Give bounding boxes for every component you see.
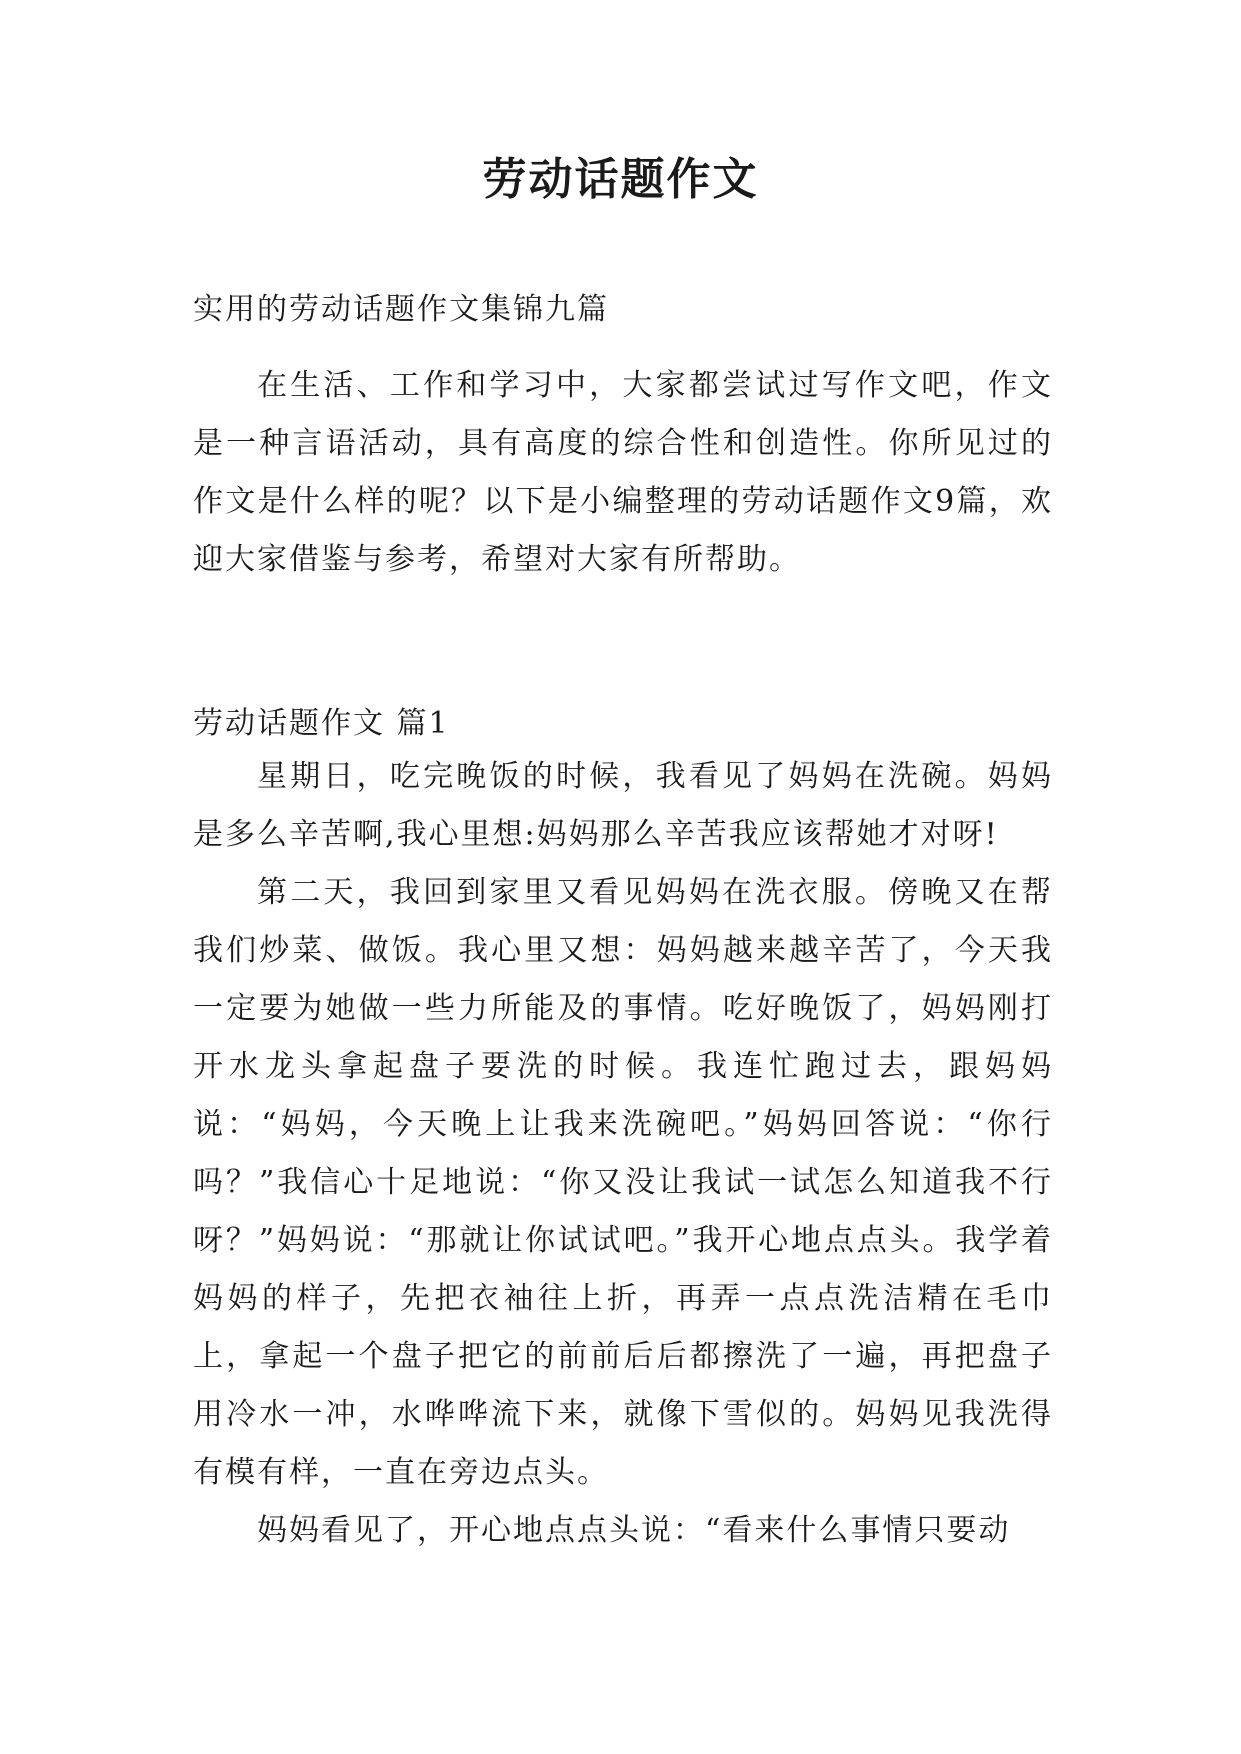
document-title: 劳动话题作文 bbox=[482, 154, 759, 205]
document-subtitle: 实用的劳动话题作文集锦九篇 bbox=[193, 292, 609, 327]
essay-paragraph: 星期日，吃完晚饭的时候，我看见了妈妈在洗碗。妈妈是多么辛苦啊,我心里想:妈妈那么辛苦我应该帮她才对呀! bbox=[193, 759, 1053, 852]
section-heading: 劳动话题作文 篇1 bbox=[193, 706, 450, 741]
essay-paragraph: 第二天，我回到家里又看见妈妈在洗衣服。傍晚又在帮我们炒菜、做饭。我心里又想：妈妈越来越辛苦了，今天我一定要为她做一些力所能及的事情。吃好晚饭了，妈妈刚打开水龙头拿起盘子要洗的时候。我连忙跑过去，跟妈妈说：“妈妈，今天晚上让我来洗碗吧。”妈妈回答说：“你行吗？”我信心十足地说：“你又没让我试一试怎么知道我不行呀？”妈妈说：“那就让你试试吧。”我开心地点点头。我学着妈妈的样子，先把衣袖往上折，再弄一点点洗洁精在毛巾上，拿起一个盘子把它的前前后后都擦洗了一遍，再把盘子用冷水一冲，水哗哗流下来，就像下雪似的。妈妈见我洗得有模有样，一直在旁边点头。 bbox=[193, 875, 1053, 1490]
intro-paragraph: 在生活、工作和学习中，大家都尝试过写作文吧，作文是一种言语活动，具有高度的综合性和创造性。你所见过的作文是什么样的呢？以下是小编整理的劳动话题作文9篇，欢迎大家借鉴与参考，希望对大家有所帮助。 bbox=[193, 368, 1053, 577]
intro-block bbox=[193, 357, 1053, 589]
essay-paragraph: 妈妈看见了，开心地点点头说：“看来什么事情只要动 bbox=[257, 1513, 1011, 1548]
essay-body bbox=[193, 748, 1053, 1560]
